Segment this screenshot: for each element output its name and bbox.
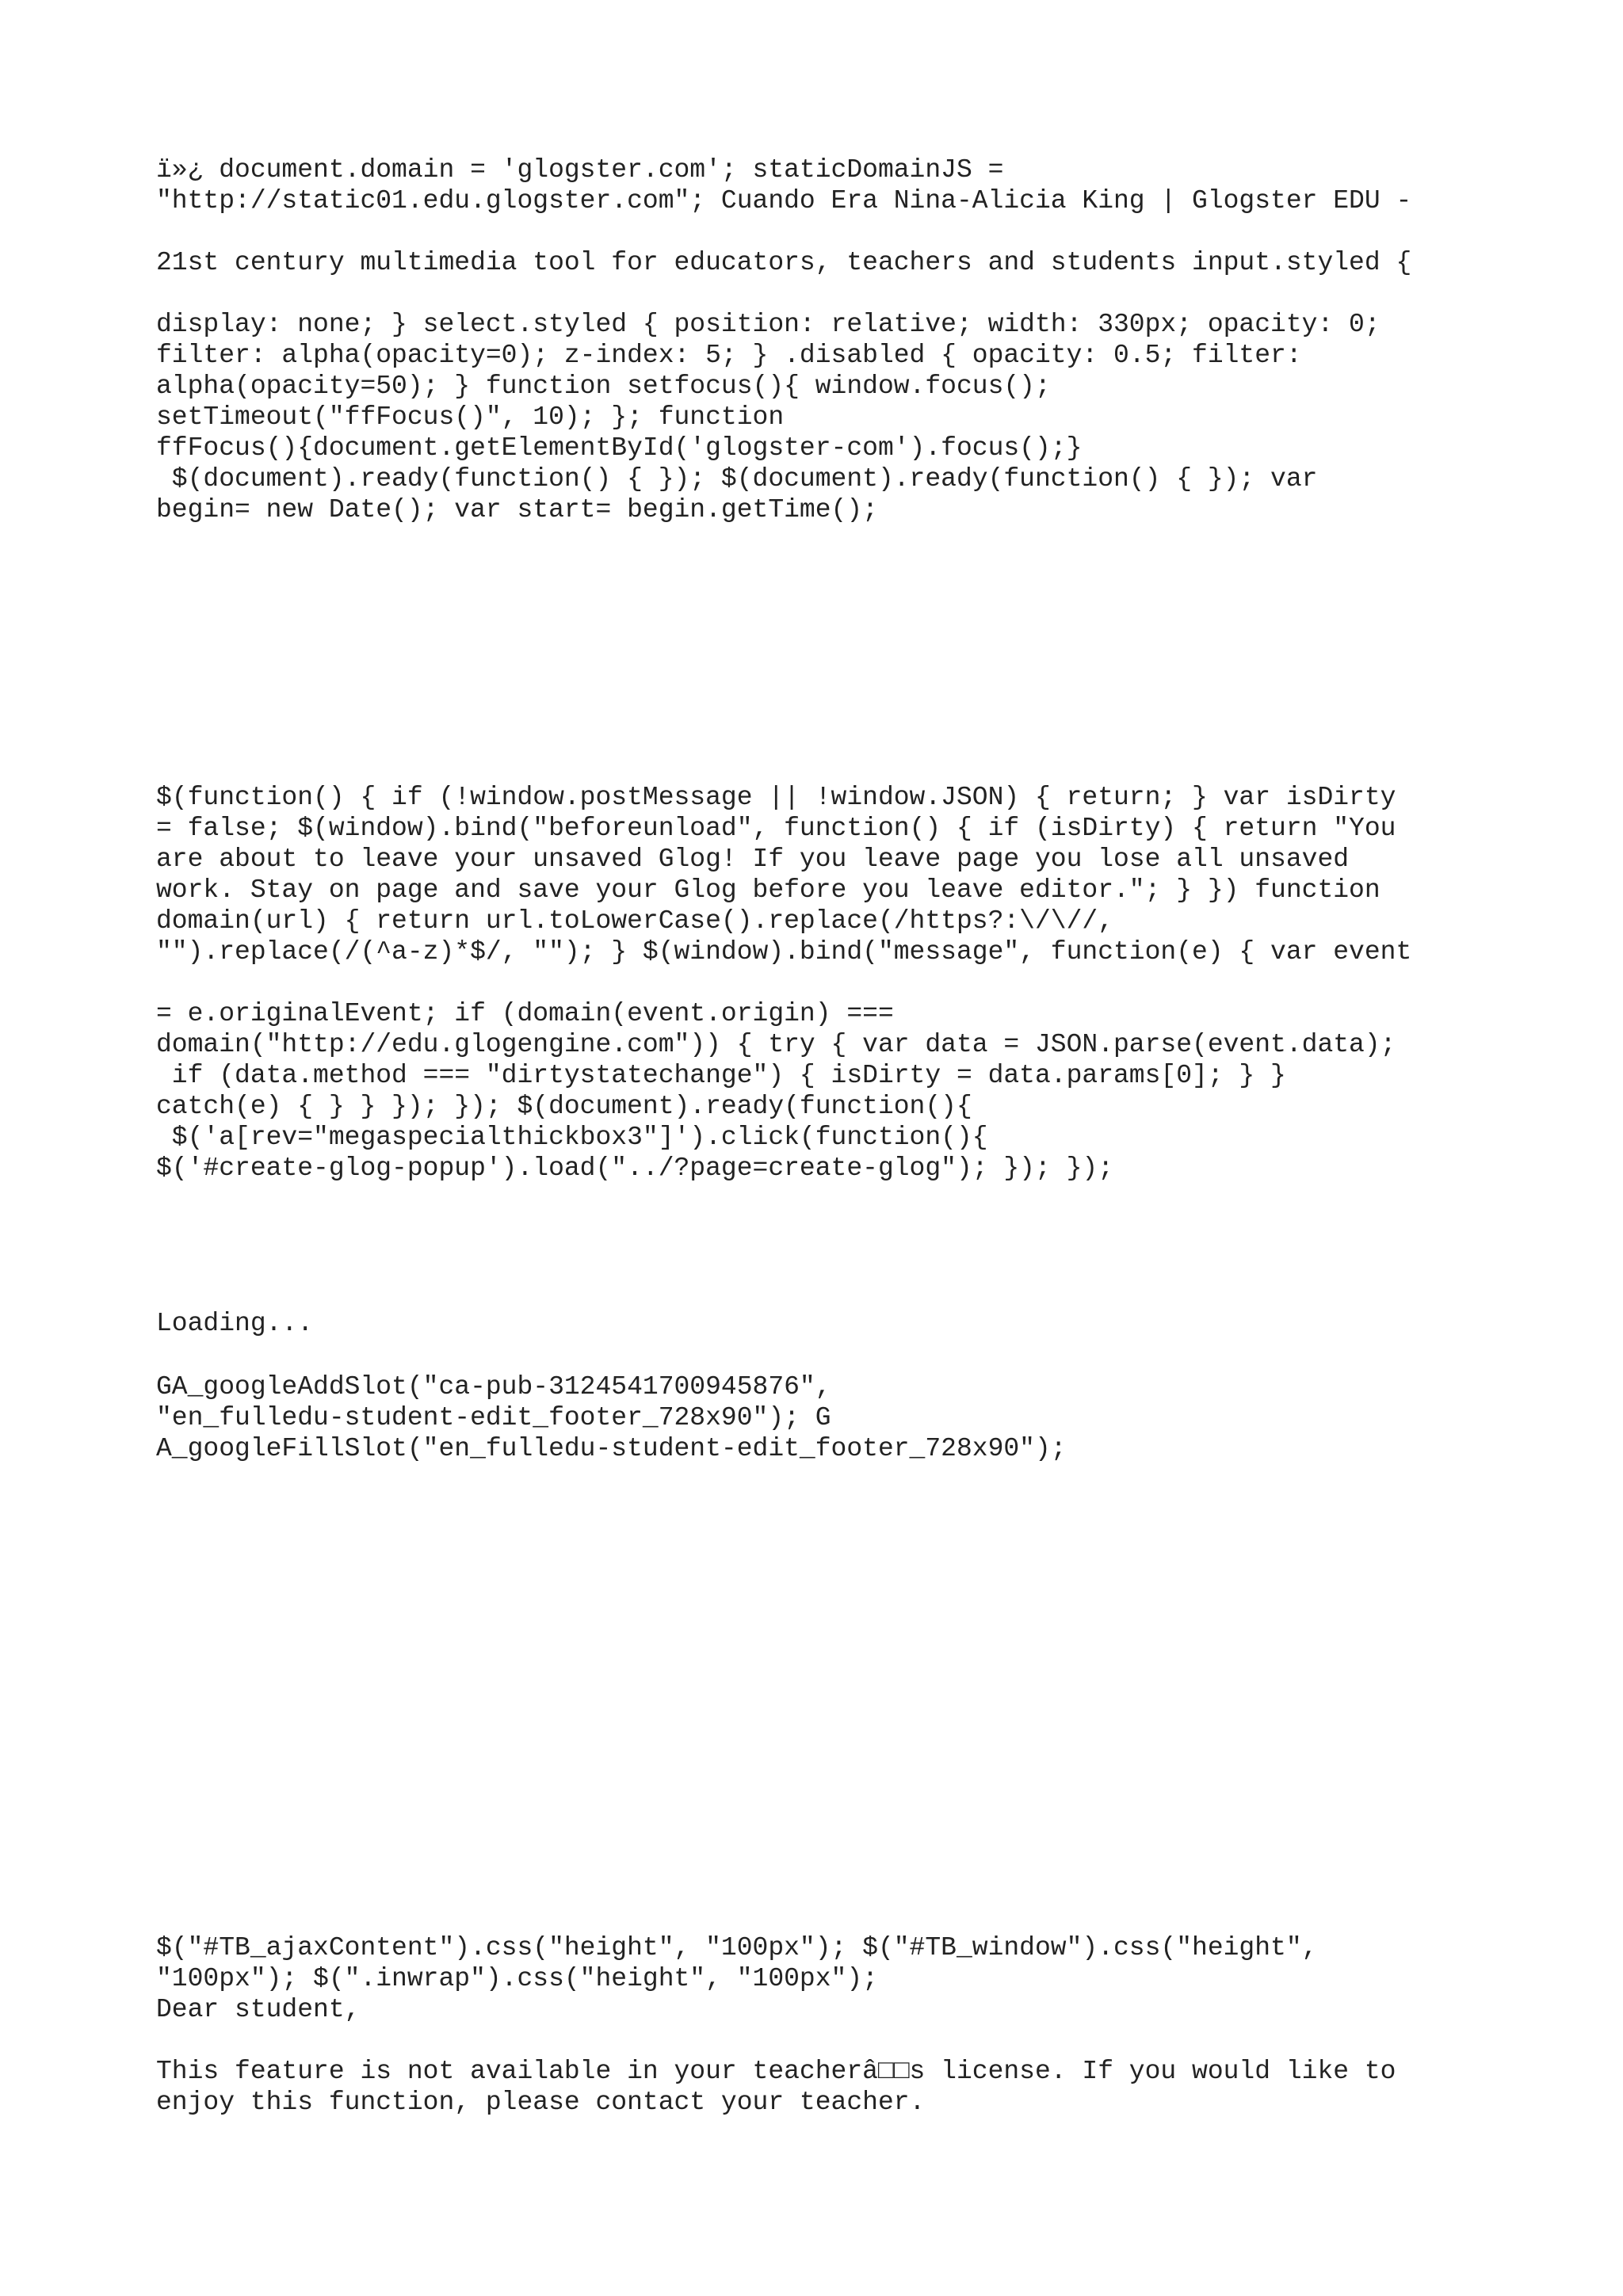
text-line: Loading... <box>156 1309 314 1338</box>
text-line: $('a[rev="megaspecialthickbox3"]').click(function(){ <box>156 1123 988 1152</box>
text-line: display: none; } select.styled { position: relative; width: 330px; opacity: 0; <box>156 310 1381 339</box>
text-line: $(function() { if (!window.postMessage || !window.JSON) { return; } var isDirty <box>156 783 1396 812</box>
text-line: "100px"); $(".inwrap").css("height", "100px"); <box>156 1964 878 1993</box>
text-line: setTimeout("ffFocus()", 10); }; function <box>156 402 785 432</box>
text-line <box>156 278 1487 309</box>
loading-text <box>156 1308 1487 1339</box>
text-line: $('#create-glog-popup').load("../?page=create-glog"); }); }); <box>156 1154 1113 1183</box>
text-line: 21st century multimedia tool for educators, teachers and students input.styled { <box>156 248 1412 277</box>
text-line <box>156 967 1487 998</box>
text-line: $(document).ready(function() { }); $(document).ready(function() { }); var <box>156 464 1318 494</box>
dialog-script-text-block <box>156 1932 1487 2025</box>
text-line: enjoy this function, please contact your teacher. <box>156 2088 926 2117</box>
text-line: filter: alpha(opacity=0); z-index: 5; } .disabled { opacity: 0.5; filter: <box>156 341 1302 370</box>
text-line: catch(e) { } } }); }); $(document).ready(function(){ <box>156 1092 972 1121</box>
text-line: alpha(opacity=50); } function setfocus(){ window.focus(); <box>156 372 1051 401</box>
text-line: if (data.method === "dirtystatechange") { isDirty = data.params[0]; } } <box>156 1061 1286 1090</box>
text-line: This feature is not available in your teacherâ□□s license. If you would like to <box>156 2057 1396 2086</box>
text-line: ï»¿ document.domain = 'glogster.com'; staticDomainJS = <box>156 155 1004 185</box>
script-text-block <box>156 782 1487 1184</box>
text-line: Dear student, <box>156 1995 361 2024</box>
license-message-block <box>156 2056 1487 2118</box>
text-line: begin= new Date(); var start= begin.getTime(); <box>156 495 878 524</box>
text-line: domain("http://edu.glogengine.com")) { try { var data = JSON.parse(event.data); <box>156 1030 1396 1059</box>
text-line: work. Stay on page and save your Glog before you leave editor."; } }) function <box>156 875 1381 905</box>
text-line: domain(url) { return url.toLowerCase().replace(/https?:\/\//, <box>156 906 1113 936</box>
text-line: = e.originalEvent; if (domain(event.origin) === <box>156 999 894 1028</box>
text-line: $("#TB_ajaxContent").css("height", "100px"); $("#TB_window").css("height", <box>156 1933 1318 1962</box>
text-line: "").replace(/(^a-z)*$/, ""); } $(window).bind("message", function(e) { var event <box>156 937 1412 967</box>
text-line: are about to leave your unsaved Glog! If you leave page you lose all unsaved <box>156 845 1350 874</box>
text-line: ffFocus(){document.getElementById('glogster-com').focus();} <box>156 433 1083 463</box>
code-text-block <box>156 154 1487 525</box>
text-line: "en_fulledu-student-edit_footer_728x90"); G <box>156 1403 831 1432</box>
text-line <box>156 216 1487 247</box>
text-line: A_googleFillSlot("en_fulledu-student-edit_footer_728x90"); <box>156 1434 1067 1463</box>
text-line: GA_googleAddSlot("ca-pub-3124541700945876", <box>156 1372 831 1402</box>
text-line: = false; $(window).bind("beforeunload", function() { if (isDirty) { return "You <box>156 814 1396 843</box>
text-line: "http://static01.edu.glogster.com"; Cuando Era Nina-Alicia King | Glogster EDU - <box>156 186 1412 215</box>
ad-slot-text-block <box>156 1371 1487 1464</box>
